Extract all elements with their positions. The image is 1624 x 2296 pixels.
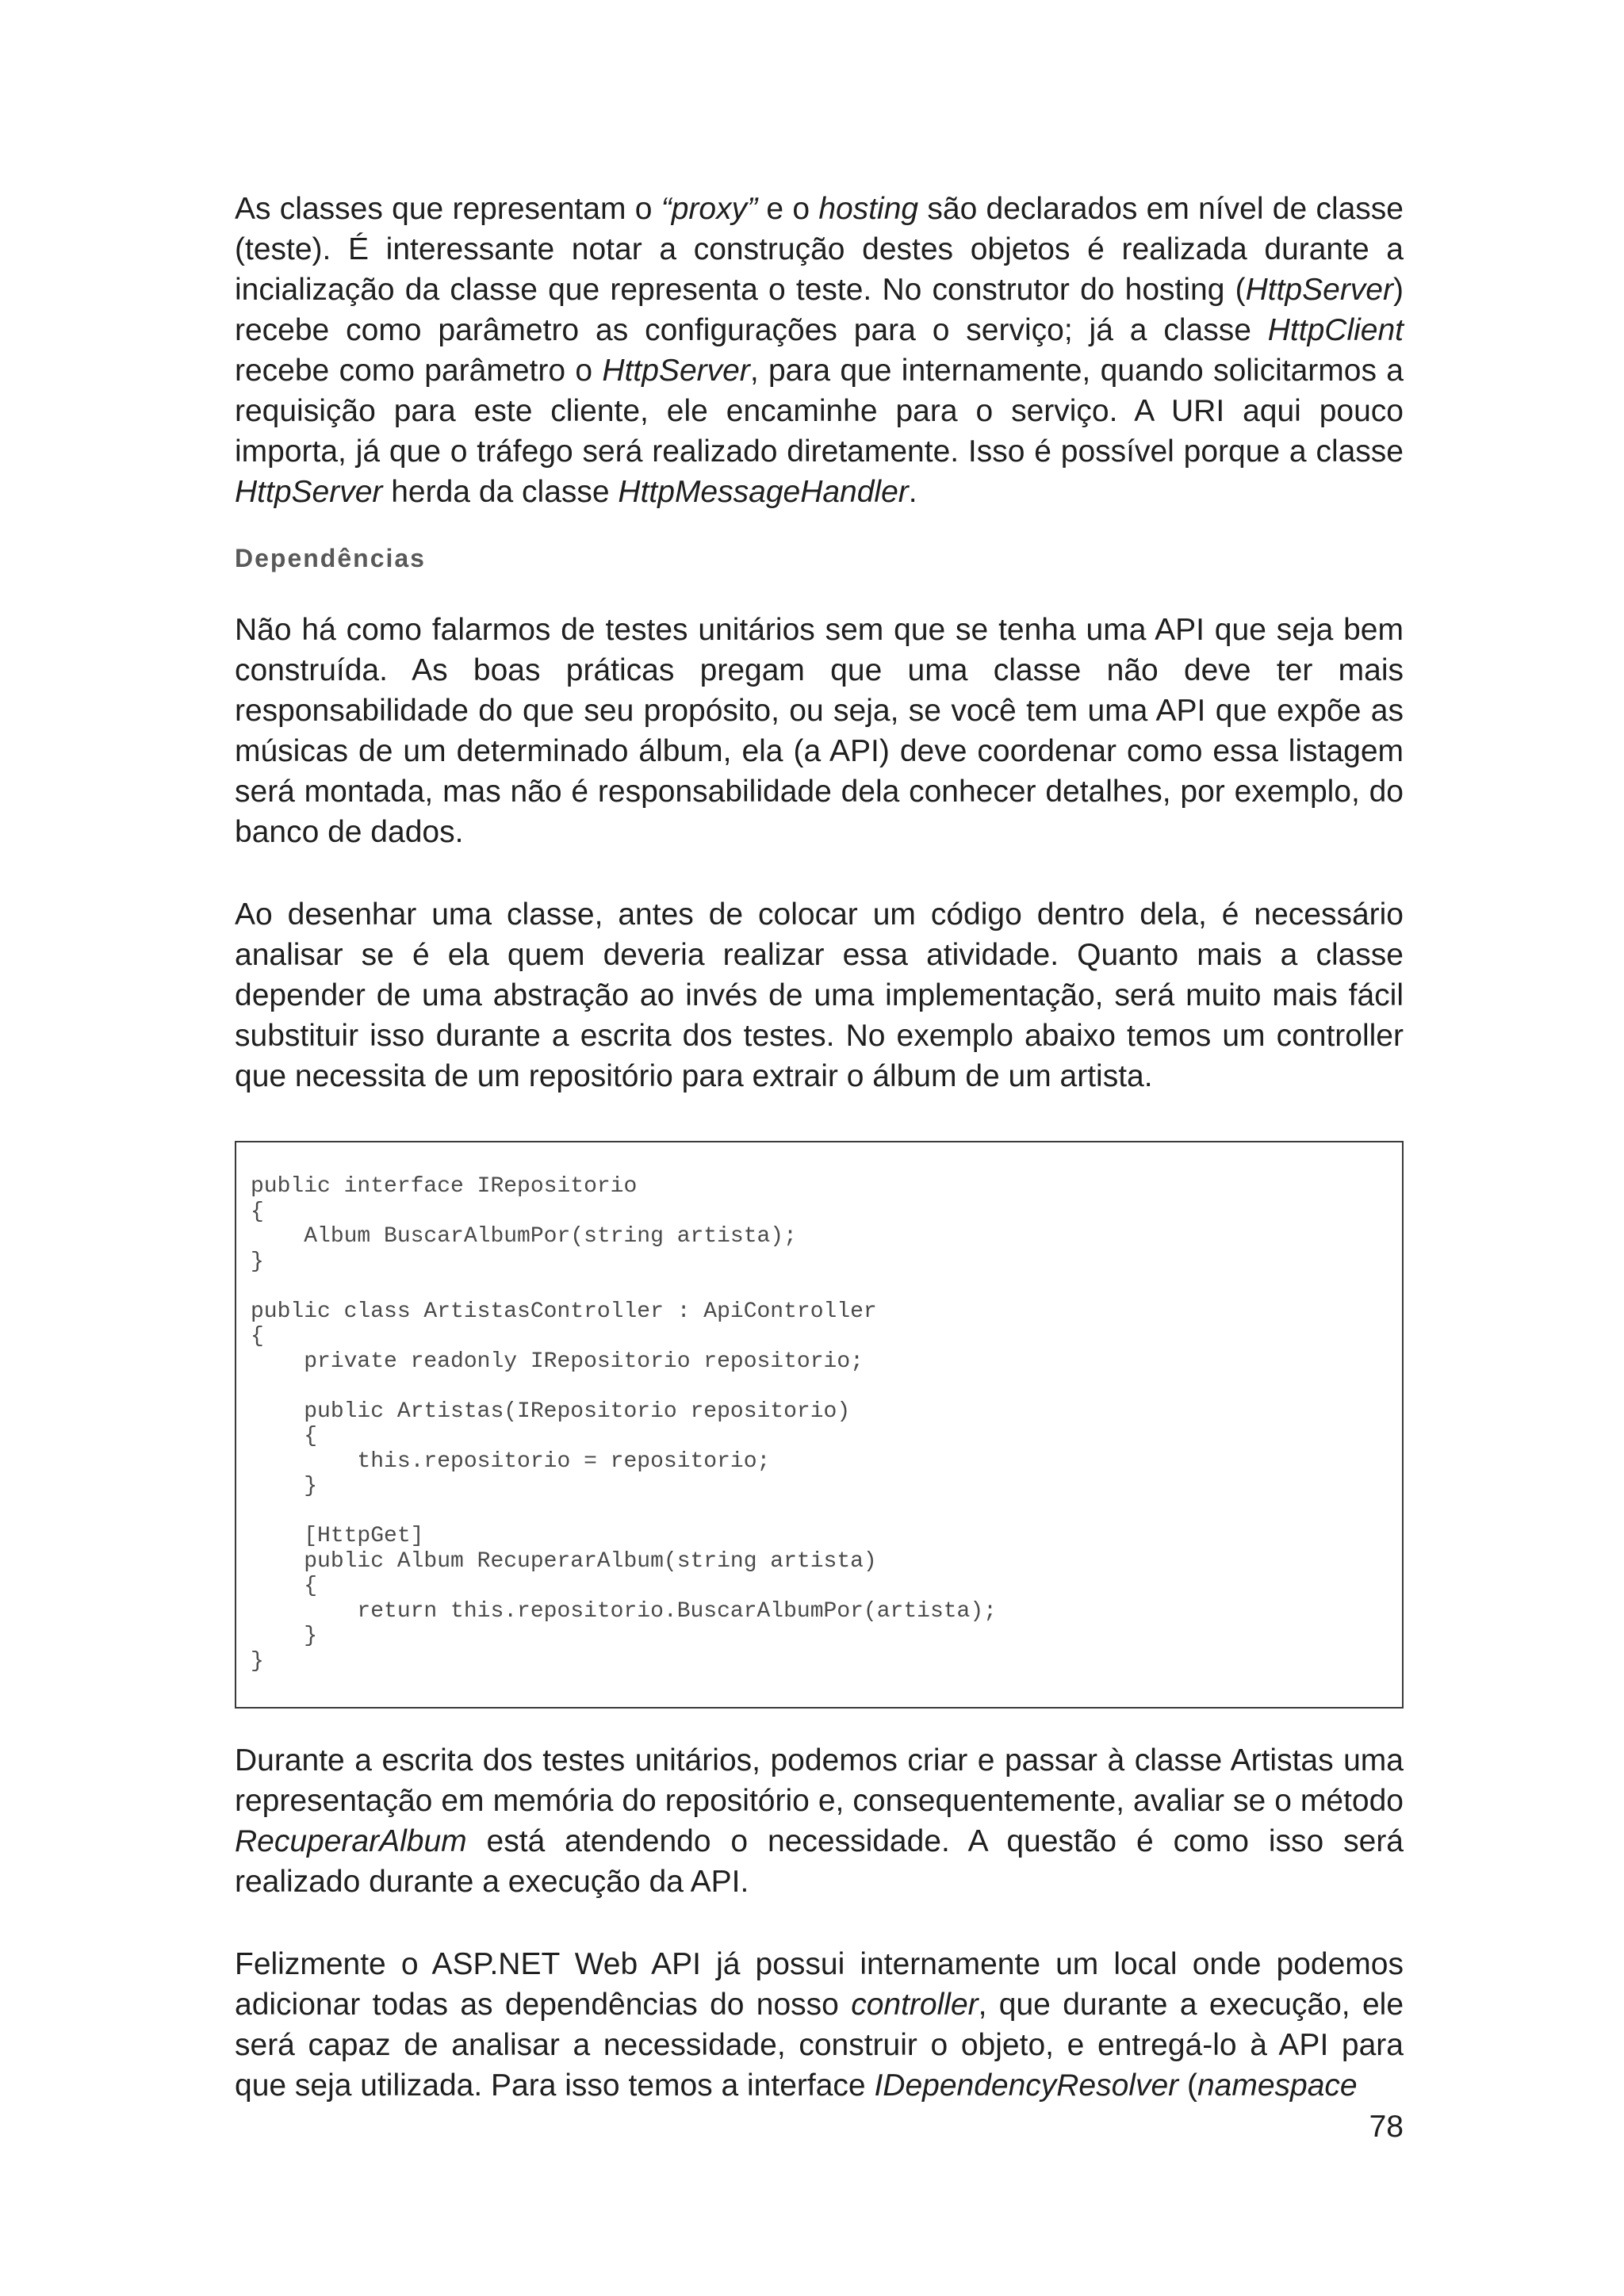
code-line: {: [251, 1424, 318, 1448]
text-run: , que durante a execução, ele será capaz de analisar a necessidade, construir o objeto, e entregá-lo à API para que seja utilizada. Para isso temos a interface: [235, 1988, 1404, 2103]
code-line: {: [251, 1199, 264, 1224]
code-line: public Artistas(IRepositorio repositorio): [251, 1399, 851, 1424]
code-line: {: [251, 1324, 264, 1349]
italic-term-httpclient: HttpClient: [1267, 313, 1404, 347]
italic-term-httpmessagehandler: HttpMessageHandler: [618, 475, 909, 509]
italic-term-httpserver: HttpServer: [602, 354, 750, 388]
italic-term-idependencyresolver: IDependencyResolver: [874, 2068, 1179, 2103]
page-number: 78: [1369, 2110, 1404, 2144]
code-line: public interface IRepositorio: [251, 1174, 638, 1199]
code-line: public class ArtistasController : ApiController: [251, 1299, 877, 1324]
italic-term-controller: controller: [851, 1988, 979, 2022]
italic-term-namespace: namespace: [1197, 2068, 1358, 2103]
text-run: (: [1178, 2068, 1197, 2103]
italic-term-recuperaralbum: RecuperarAlbum: [235, 1824, 467, 1858]
italic-term-httpserver: HttpServer: [235, 475, 383, 509]
code-line: [251, 1274, 1388, 1299]
code-line: [251, 1374, 1388, 1399]
code-line: public Album RecuperarAlbum(string artista): [251, 1548, 877, 1574]
code-line: [HttpGet]: [251, 1524, 424, 1548]
paragraph-dependency-resolver: [235, 1944, 1404, 2106]
text-run: ) recebe como parâmetro as configurações para o serviço; já a classe: [235, 273, 1404, 347]
paragraph-class-design: Ao desenhar uma classe, antes de colocar um código dentro dela, é necessário analisar se é ela quem deveria realizar essa atividade. Quanto mais a classe depender de uma abstração ao invés de uma implementação, será muito mais fácil substituir isso durante a escrita dos testes. No exemplo abaixo temos um controller que necessita de um repositório para extrair o álbum de um artista.: [235, 897, 1404, 1093]
text-run: recebe como parâmetro o: [235, 354, 603, 388]
paragraph-dependencies-intro: Não há como falarmos de testes unitários sem que se tenha uma API que seja bem construída. As boas práticas pregam que uma classe não deve ter mais responsabilidade do que seu propósito, ou seja, se você tem uma API que expõe as músicas de um determinado álbum, ela (a API) deve coordenar como essa listagem será montada, mas não é responsabilidade dela conhecer detalhes, por exemplo, do banco de dados.: [235, 613, 1404, 849]
paragraph-unit-tests: [235, 1740, 1404, 1902]
text-run: está atendendo o necessidade. A questão é como isso será realizado durante a execução da API.: [235, 1824, 1404, 1899]
text-run: As classes que representam o: [235, 192, 661, 226]
code-line: private readonly IRepositorio repositorio;: [251, 1349, 864, 1374]
text-run: Felizmente o ASP.NET Web API já possui internamente um local onde podemos adicionar todas as dependências do nosso: [235, 1947, 1404, 2022]
italic-term-proxy: “proxy”: [661, 192, 758, 226]
page-content: [235, 189, 1404, 2106]
text-run: , para que internamente, quando solicitarmos a requisição para este cliente, ele encaminhe para o serviço. A URI aqui pouco importa, já que o tráfego será realizado diretamente. Isso é possível porque a classe: [235, 354, 1404, 469]
code-line: }: [251, 1249, 264, 1274]
paragraph-proxy-hosting: [235, 189, 1404, 512]
code-line: {: [251, 1574, 318, 1598]
code-line: }: [251, 1648, 264, 1674]
italic-term-httpserver: HttpServer: [1245, 273, 1393, 307]
text-run: Durante a escrita dos testes unitários, podemos criar e passar à classe Artistas uma representação em memória do repositório e, consequentemente, avaliar se o método: [235, 1743, 1404, 1818]
text-run: são declarados em nível de classe (teste). É interessante notar a construção destes objetos é realizada durante a incialização da classe que representa o teste. No construtor do hosting (: [235, 192, 1404, 307]
section-heading: Dependências: [235, 544, 426, 572]
code-line: }: [251, 1474, 318, 1498]
code-line: }: [251, 1624, 318, 1648]
text-run: .: [908, 475, 917, 509]
text-run: e o: [757, 192, 819, 226]
code-line: this.repositorio = repositorio;: [251, 1448, 771, 1474]
code-listing: [235, 1141, 1404, 1709]
code-line: Album BuscarAlbumPor(string artista);: [251, 1224, 797, 1249]
code-line: return this.repositorio.BuscarAlbumPor(artista);: [251, 1598, 997, 1624]
text-run: herda da classe: [382, 475, 619, 509]
code-line: [251, 1499, 1388, 1525]
italic-term-hosting: hosting: [818, 192, 919, 226]
